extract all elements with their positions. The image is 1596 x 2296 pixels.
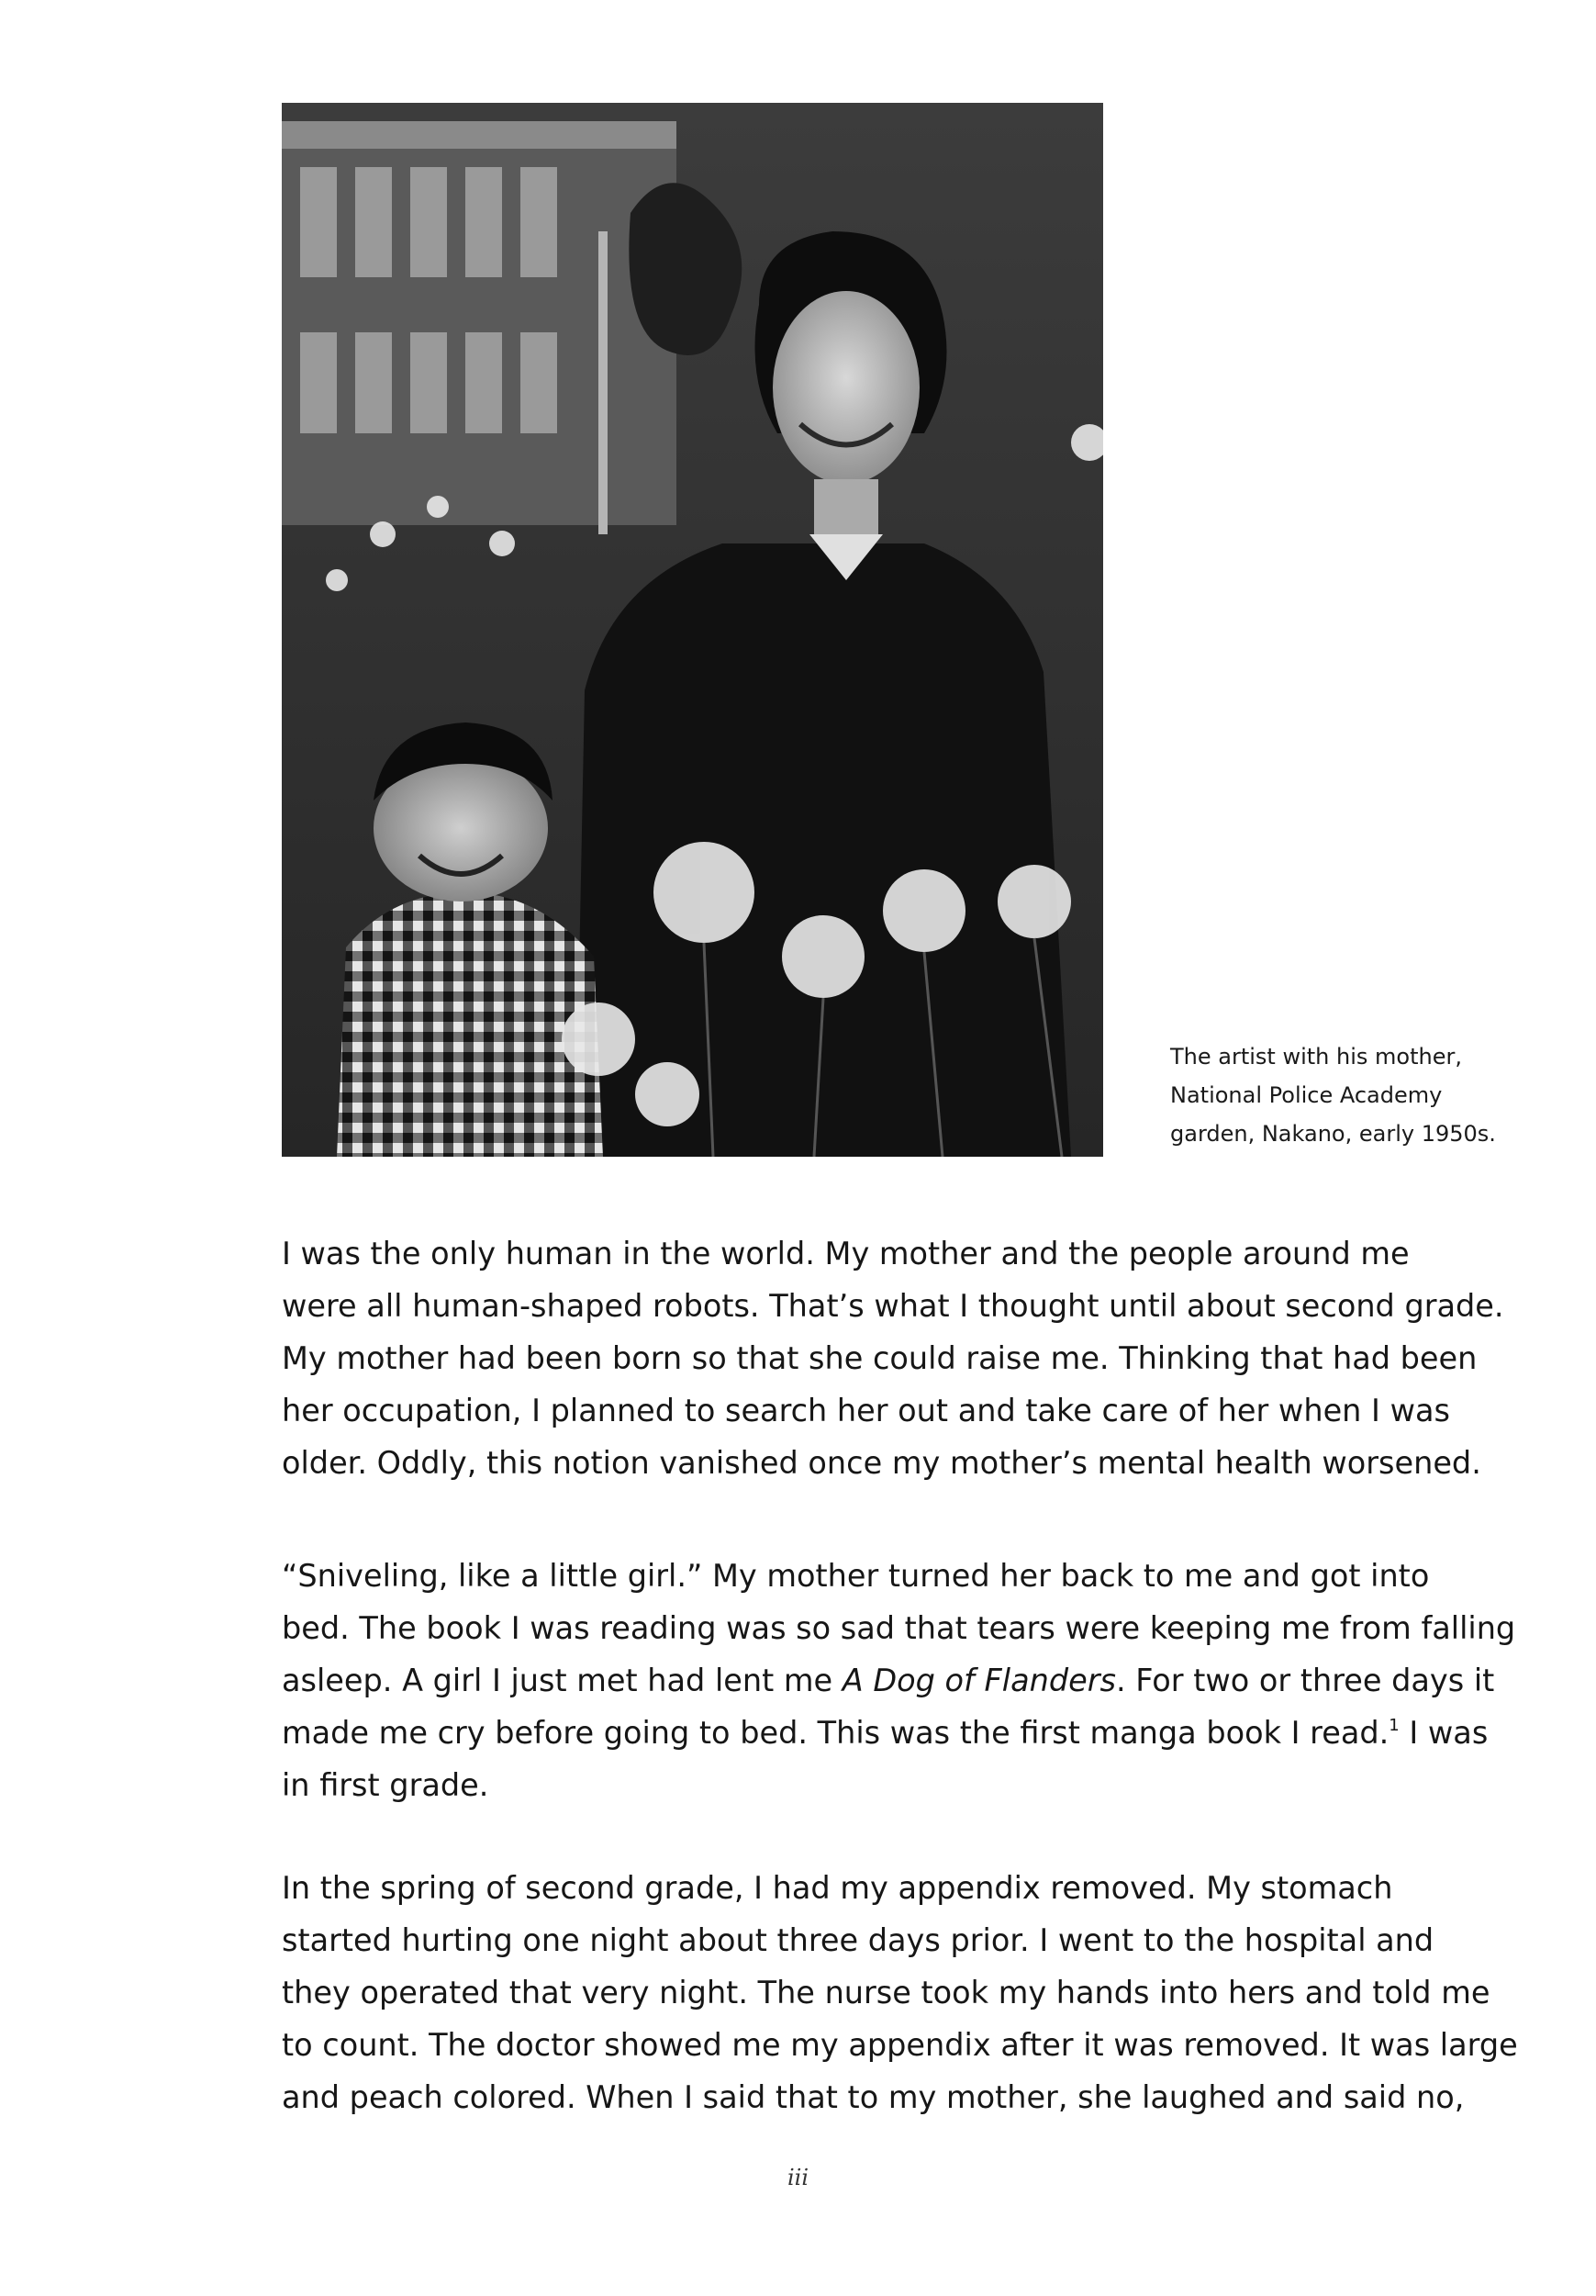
paragraph-line: bed. The book I was reading was so sad that tears were keeping me from falling [282, 1610, 1516, 1646]
paragraph-line: I was the only human in the world. My mother and the people around me [282, 1236, 1410, 1271]
paragraph-line: in first grade. [282, 1767, 489, 1803]
caption-line-2: National Police Academy [1170, 1082, 1443, 1108]
text-segment: made me cry before going to bed. This was the first manga book I read. [282, 1715, 1390, 1751]
text-segment: I was [1399, 1715, 1489, 1751]
paragraph-line: were all human-shaped robots. That’s what I thought until about second grade. [282, 1288, 1504, 1324]
text-segment: asleep. A girl I just met had lent me [282, 1663, 843, 1698]
paragraph-3 [282, 1862, 1518, 2123]
paragraph-line [282, 1707, 1512, 1759]
paragraph-2 [282, 1550, 1516, 1811]
paragraph-line: In the spring of second grade, I had my appendix removed. My stomach [282, 1870, 1393, 1906]
paragraph-line: “Sniveling, like a little girl.” My mother turned her back to me and got into [282, 1558, 1430, 1594]
caption-line-3: garden, Nakano, early 1950s. [1170, 1121, 1496, 1147]
paragraph-line: and peach colored. When I said that to my mother, she laughed and said no, [282, 2079, 1465, 2115]
text-segment: . For two or three days it [1115, 1663, 1495, 1698]
paragraph-line: older. Oddly, this notion vanished once my mother’s mental health worsened. [282, 1445, 1481, 1481]
paragraph-line: to count. The doctor showed me my appendix after it was removed. It was large [282, 2027, 1518, 2063]
photo [282, 103, 1103, 1157]
footnote-marker: 1 [1389, 1716, 1400, 1735]
paragraph-line [282, 1654, 1512, 1707]
photo-illustration [282, 103, 1103, 1157]
caption-line-1: The artist with his mother, [1170, 1044, 1462, 1070]
paragraph-line: My mother had been born so that she could raise me. Thinking that had been [282, 1340, 1478, 1376]
page-number: iii [787, 2165, 809, 2190]
paragraph-1 [282, 1227, 1512, 1489]
paragraph-line: her occupation, I planned to search her out and take care of her when I was [282, 1393, 1450, 1428]
paragraph-line: they operated that very night. The nurse took my hands into hers and told me [282, 1975, 1490, 2010]
book-title: A Dog of Flanders [842, 1663, 1116, 1698]
photo-caption [1170, 1037, 1556, 1153]
paragraph-line: started hurting one night about three days prior. I went to the hospital and [282, 1922, 1434, 1958]
